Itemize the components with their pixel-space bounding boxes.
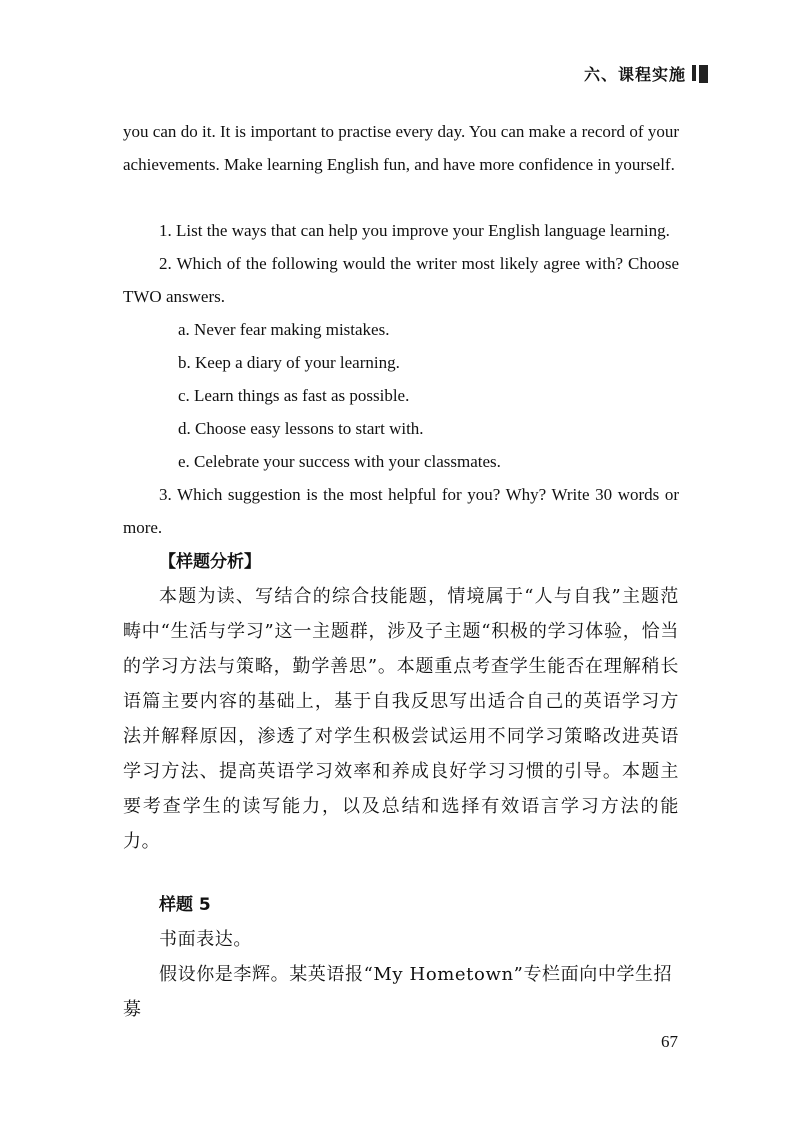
option-c: c. Learn things as fast as possible.: [178, 386, 410, 405]
question-3: 3. Which suggestion is the most helpful for you? Why? Write 30 words or more.: [123, 485, 679, 537]
option-b: b. Keep a diary of your learning.: [178, 353, 400, 372]
passage-ending: you can do it. It is important to practise every day. You can make a record of your achievements. Make learning English fun, and have more confidence in yourself.: [123, 122, 679, 174]
question-1: 1. List the ways that can help you improve your English language learning.: [159, 221, 670, 240]
option-e: e. Celebrate your success with your classmates.: [178, 452, 501, 471]
spacer: [123, 859, 679, 889]
sample-5-heading: 样题 5: [159, 895, 211, 915]
header-bar-thick: [699, 65, 708, 83]
question-2: 2. Which of the following would the writer most likely agree with? Choose TWO answers.: [123, 254, 679, 306]
sample-5-body: 假设你是李辉。某英语报“My Hometown”专栏面向中学生招募: [123, 964, 673, 1020]
header-bar-marks: [692, 65, 708, 83]
section-title: 六、课程实施: [583, 67, 686, 84]
page-number: 67: [661, 1032, 678, 1051]
header-bar-thin: [692, 65, 696, 81]
option-a: a. Never fear making mistakes.: [178, 320, 390, 339]
analysis-body: 本题为读、写结合的综合技能题，情境属于“人与自我”主题范畴中“生活与学习”这一主题群，涉及子主题“积极的学习体验，恰当的学习方法与策略，勤学善思”。本题重点考查学生能否在理解稍长语篇主要内容的基础上，基于自我反思写出适合自己的英语学习方法并解释原因，渗透了对学生积极尝试运用不同学习策略改进英语学习方法、提高英语学习效率和养成良好学习习惯的引导。本题主要考查学生的读写能力，以及总结和选择有效语言学习方法的能力。: [123, 586, 679, 852]
analysis-heading: 【样题分析】: [159, 552, 261, 572]
running-header: [584, 62, 708, 85]
sample-5-type: 书面表达。: [159, 929, 252, 950]
option-d: d. Choose easy lessons to start with.: [178, 419, 424, 438]
page-body: [123, 115, 679, 1027]
spacer: [123, 181, 679, 214]
